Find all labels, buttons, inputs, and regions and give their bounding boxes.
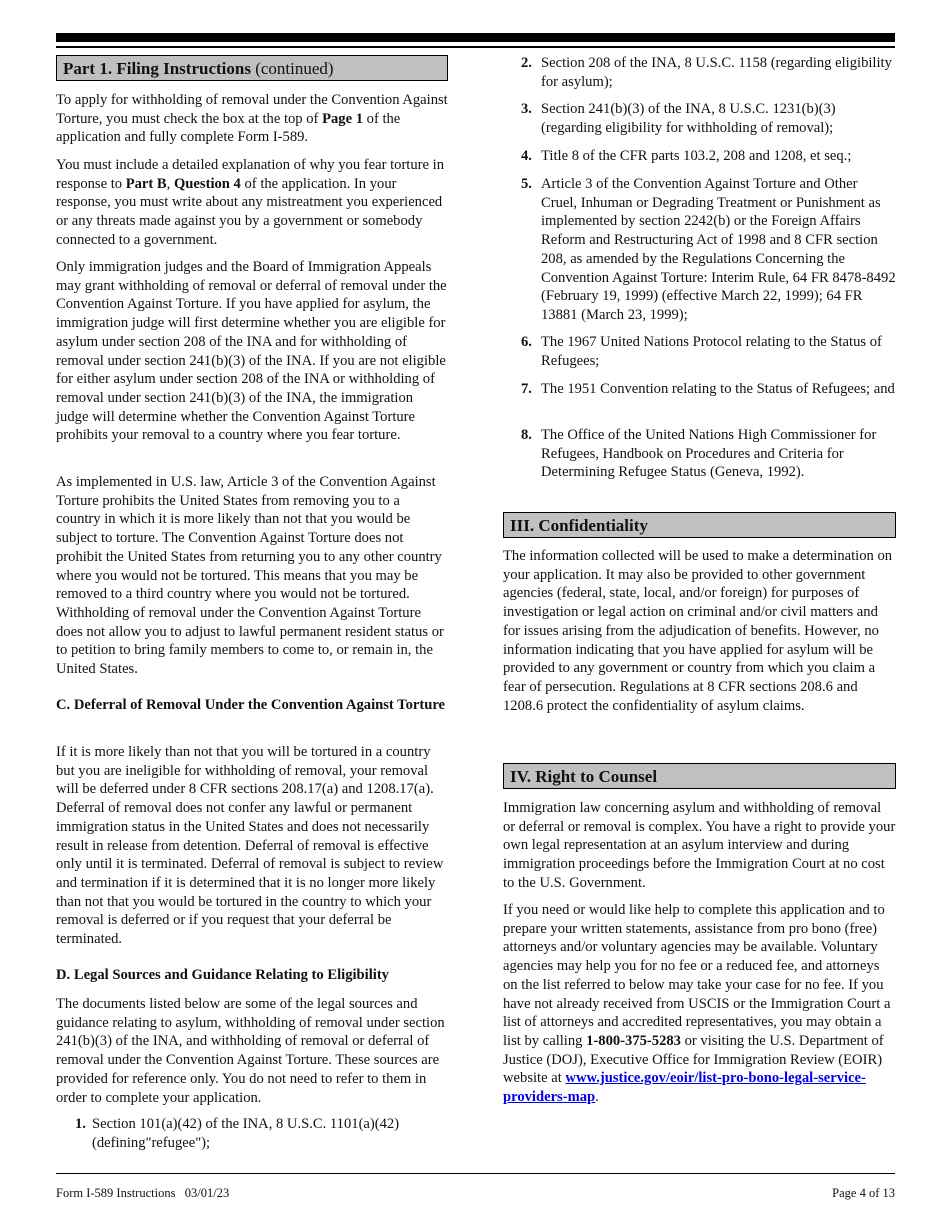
text: of the application. In your response, you must write about any mistreatment you experienced or any threats made against you by a government or somebody connected to a government. <box>56 175 443 248</box>
section-title: Part 1. Filing Instructions <box>63 59 251 78</box>
paragraph-confidentiality: The information collected will be used to make a determination on your application. It may also be provided to other government agencies (federal, state, local, and/or foreign) for purposes of investigation or legal action on criminal and/or civil matters and for issues arising from the adjudication of benefits. However, no information indicating that you have applied for asylum will be provided to any government or country from which you claim a fear of persecution. Regulations at 8 CFR sections 208.6 and 1208.6 protect the confidentiality of asylum claims. <box>503 548 893 714</box>
list-text: The 1951 Convention relating to the Status of Refugees; and <box>541 381 895 397</box>
paragraph-article3: As implemented in U.S. law, Article 3 of the Convention Against Torture prohibits the United States from removing you to a country in which it is more likely than not that you would be subject to torture. The Convention Against Torture does not prohibit the United States from returning you to any other country where you would not be tortured. This means that you may be removed to a third country where you would not be tortured. Withholding of removal under the Convention Against Torture does not allow you to adjust to lawful permanent resident status or to petition to bring family members to come to, or remain in, the United States. <box>56 474 444 678</box>
list-item <box>521 54 896 91</box>
list-number: 6. <box>521 334 532 350</box>
text: of the application and fully complete Form I-589. <box>56 110 401 146</box>
list-text: Title 8 of the CFR parts 103.2, 208 and 1208, et seq.; <box>541 148 852 164</box>
text: If you need or would like help to complete this application and to prepare your written statements, assistance from pro bono (free) attorneys and/or voluntary agencies may be available. Voluntary agencies may help you for no fee or a reduced fee, and attorneys on the list referred to below may take your case for no fee. If you have not already received from USCIS or the Immigration Court a list of attorneys and accredited representatives, you may obtain a list by calling <box>503 902 891 1049</box>
top-rule-thin <box>56 46 895 48</box>
list-item <box>75 1115 448 1152</box>
paragraph-explanation <box>56 156 448 250</box>
list-number: 7. <box>521 381 532 397</box>
list-item <box>521 426 896 482</box>
list-number: 4. <box>521 148 532 164</box>
list-text: The Office of the United Nations High Commissioner for Refugees, Handbook on Procedures and Criteria for Determining Refugee Status (Geneva, 1992). <box>541 427 877 481</box>
footer-rule <box>56 1173 895 1174</box>
heading-deferral: C. Deferral of Removal Under the Convention Against Torture <box>56 697 446 713</box>
list-item <box>521 175 896 325</box>
text: , <box>166 175 174 192</box>
heading-legal-sources: D. Legal Sources and Guidance Relating to Eligibility <box>56 967 389 983</box>
paragraph-counsel-1: Immigration law concerning asylum and withholding of removal or deferral or removal is complex. You have a right to provide your own legal representation at an asylum interview and during immigration proceedings before the Immigration Court at no cost to the U.S. Government. <box>503 800 896 891</box>
top-rule-thick <box>56 33 895 42</box>
list-text: Section 241(b)(3) of the INA, 8 U.S.C. 1231(b)(3) (regarding eligibility for withholding of removal); <box>541 101 836 136</box>
list-item <box>521 147 896 166</box>
list-number: 8. <box>521 427 532 443</box>
text-bold: Page 1 <box>322 110 363 127</box>
list-number: 3. <box>521 101 532 117</box>
list-number: 1. <box>75 1116 86 1132</box>
list-item <box>521 100 896 137</box>
paragraph-cat-apply <box>56 91 448 147</box>
section-title: IV. Right to Counsel <box>510 767 658 786</box>
paragraph-deferral: If it is more likely than not that you will be tortured in a country but you are ineligible for withholding of removal, your removal will be deferred under 8 CFR sections 208.17(a) and 1208.17(a). Deferral of removal does not confer any lawful or permanent immigration status in the United States and does not necessarily result in release from detention. Deferral of removal is effective only until it is terminated. Deferral of removal is subject to review and termination if it is determined that it is no longer more likely than not that you would be tortured in the country to which your removal is deferred or if you request that your deferral be terminated. <box>56 744 444 948</box>
list-text: The 1967 United Nations Protocol relating to the Status of Refugees; <box>541 334 882 369</box>
eoir-link[interactable]: www.justice.gov/eoir/list-pro-bono-legal-service-providers-map <box>503 1070 866 1106</box>
paragraph-counsel-2 <box>503 901 896 1107</box>
section-header-confidentiality <box>503 512 896 538</box>
section-title-suffix: (continued) <box>250 59 334 78</box>
list-item <box>521 333 896 370</box>
paragraph-legal-sources: The documents listed below are some of the legal sources and guidance relating to asylum, withholding of removal under section 241(b)(3) of the INA, and withholding of removal or deferral of removal under the Convention Against Torture. These sources are provided for reference only. You do not need to refer to them in order to complete your application. <box>56 996 445 1106</box>
section-header-counsel <box>503 763 896 789</box>
text-bold: Part B <box>125 175 167 192</box>
text: or visiting the U.S. Department of Justice (DOJ), Executive Office for Immigration Review (EOIR) website at <box>503 1032 884 1087</box>
text: You must include a detailed explanation of why you fear torture in response to <box>56 157 444 192</box>
paragraph-judges: Only immigration judges and the Board of Immigration Appeals may grant withholding of removal or deferral of removal under the Convention Against Torture. If you have applied for asylum, the immigration judge will first determine whether you are eligible for asylum under section 208 of the INA and for withholding of removal under section 241(b)(3) of the INA. If you are not eligible for either asylum under section 208 of the INA or withholding of removal under section 241(b)(3) of the INA, the immigration judge will determine whether the Convention Against Torture prohibits your removal to a country where you fear torture. <box>56 259 447 444</box>
section-header-part1 <box>56 55 448 81</box>
section-title: III. Confidentiality <box>510 516 648 535</box>
list-text: Section 101(a)(42) of the INA, 8 U.S.C. 1101(a)(42) (defining"refugee"); <box>92 1116 400 1151</box>
text: . <box>595 1089 599 1106</box>
list-number: 5. <box>521 176 532 192</box>
phone-number: 1-800-375-5283 <box>586 1032 681 1049</box>
footer-form-id: Form I-589 Instructions 03/01/23 <box>56 1186 230 1200</box>
text: To apply for withholding of removal under the Convention Against Torture, you must check the box at the top of <box>56 92 448 127</box>
text-bold: Question 4 <box>173 175 241 192</box>
list-item <box>521 380 896 399</box>
footer-page-number: Page 4 of 13 <box>832 1186 895 1200</box>
list-text: Section 208 of the INA, 8 U.S.C. 1158 (regarding eligibility for asylum); <box>541 55 892 90</box>
list-text: Article 3 of the Convention Against Torture and Other Cruel, Inhuman or Degrading Treatment or Punishment as implemented by section 2242(b) or the Foreign Affairs Reform and Restructuring Act of 1998 and 8 CFR section 208, as amended by the Regulations Concerning the Convention Against Torture: Interim Rule, 64 FR 8478-8492 (February 19, 1999) (effective March 22, 1999); 64 FR 13881 (March 23, 1999); <box>541 176 896 323</box>
list-number: 2. <box>521 55 532 71</box>
